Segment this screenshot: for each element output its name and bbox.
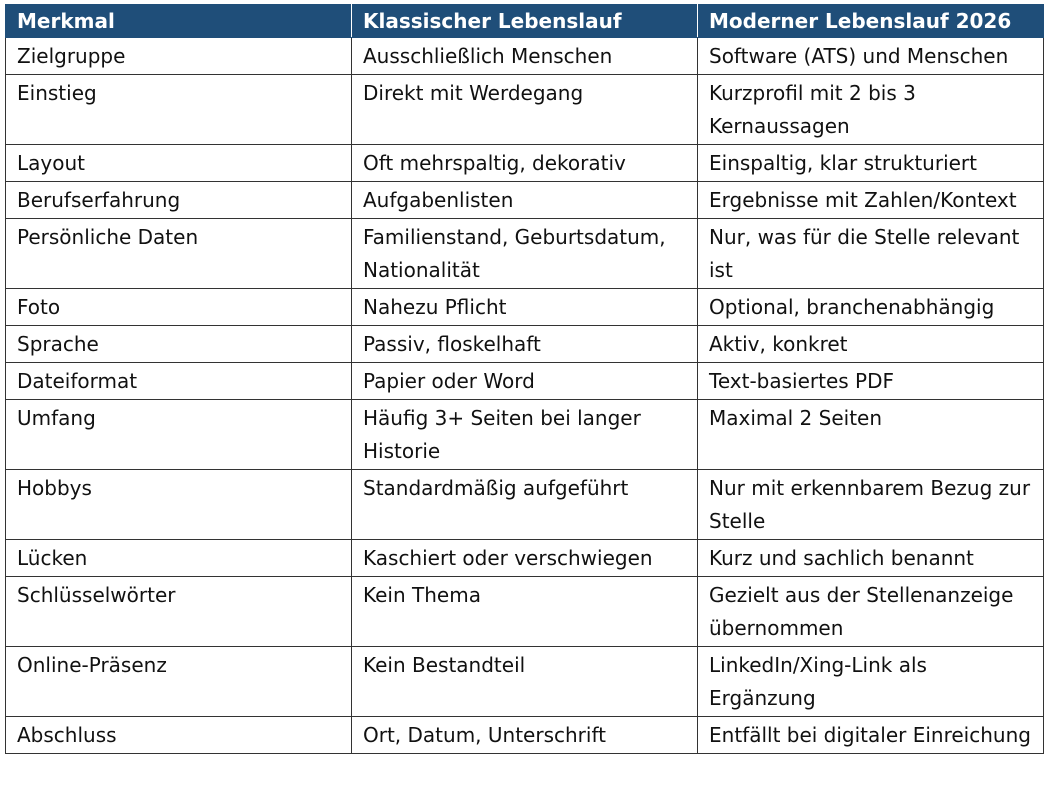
table-row bbox=[6, 75, 1044, 145]
table-row bbox=[6, 182, 1044, 219]
cell-merkmal: Zielgruppe bbox=[6, 38, 352, 75]
cell-merkmal: Sprache bbox=[6, 326, 352, 363]
table-row bbox=[6, 363, 1044, 400]
cell-klassisch: Kein Thema bbox=[352, 577, 698, 647]
table-row bbox=[6, 38, 1044, 75]
cell-klassisch: Ausschließlich Menschen bbox=[352, 38, 698, 75]
cell-klassisch: Häufig 3+ Seiten bei langer Historie bbox=[352, 400, 698, 470]
table-row bbox=[6, 717, 1044, 754]
cell-merkmal: Hobbys bbox=[6, 470, 352, 540]
cell-klassisch: Aufgabenlisten bbox=[352, 182, 698, 219]
cell-modern: Gezielt aus der Stellenanzeige übernommen bbox=[698, 577, 1044, 647]
cell-merkmal: Layout bbox=[6, 145, 352, 182]
cell-modern: LinkedIn/Xing-Link als Ergänzung bbox=[698, 647, 1044, 717]
table-header bbox=[6, 5, 1044, 38]
cell-merkmal: Berufserfahrung bbox=[6, 182, 352, 219]
cell-modern: Entfällt bei digitaler Einreichung bbox=[698, 717, 1044, 754]
cell-modern: Software (ATS) und Menschen bbox=[698, 38, 1044, 75]
cell-klassisch: Direkt mit Werdegang bbox=[352, 75, 698, 145]
cell-klassisch: Kein Bestandteil bbox=[352, 647, 698, 717]
cell-modern: Kurzprofil mit 2 bis 3 Kernaussagen bbox=[698, 75, 1044, 145]
table-row bbox=[6, 219, 1044, 289]
cell-klassisch: Papier oder Word bbox=[352, 363, 698, 400]
cell-modern: Nur mit erkennbarem Bezug zur Stelle bbox=[698, 470, 1044, 540]
cell-klassisch: Familienstand, Geburtsdatum, Nationalität bbox=[352, 219, 698, 289]
cell-merkmal: Lücken bbox=[6, 540, 352, 577]
cell-klassisch: Ort, Datum, Unterschrift bbox=[352, 717, 698, 754]
table-row bbox=[6, 145, 1044, 182]
cell-klassisch: Kaschiert oder verschwiegen bbox=[352, 540, 698, 577]
table-row bbox=[6, 540, 1044, 577]
cell-modern: Optional, branchenabhängig bbox=[698, 289, 1044, 326]
cell-modern: Nur, was für die Stelle relevant ist bbox=[698, 219, 1044, 289]
cell-merkmal: Abschluss bbox=[6, 717, 352, 754]
cell-merkmal: Dateiformat bbox=[6, 363, 352, 400]
cell-modern: Einspaltig, klar strukturiert bbox=[698, 145, 1044, 182]
table-row bbox=[6, 470, 1044, 540]
table-row bbox=[6, 577, 1044, 647]
header-klassisch: Klassischer Lebenslauf bbox=[352, 5, 698, 38]
cell-merkmal: Schlüsselwörter bbox=[6, 577, 352, 647]
cell-klassisch: Passiv, floskelhaft bbox=[352, 326, 698, 363]
cell-modern: Aktiv, konkret bbox=[698, 326, 1044, 363]
cell-modern: Kurz und sachlich benannt bbox=[698, 540, 1044, 577]
comparison-table-wrapper bbox=[5, 4, 1044, 754]
cell-merkmal: Persönliche Daten bbox=[6, 219, 352, 289]
cell-modern: Maximal 2 Seiten bbox=[698, 400, 1044, 470]
table-row bbox=[6, 400, 1044, 470]
table-row bbox=[6, 289, 1044, 326]
cell-merkmal: Online-Präsenz bbox=[6, 647, 352, 717]
header-merkmal: Merkmal bbox=[6, 5, 352, 38]
cell-klassisch: Nahezu Pflicht bbox=[352, 289, 698, 326]
cell-modern: Ergebnisse mit Zahlen/Kontext bbox=[698, 182, 1044, 219]
header-modern: Moderner Lebenslauf 2026 bbox=[698, 5, 1044, 38]
cell-merkmal: Umfang bbox=[6, 400, 352, 470]
comparison-table bbox=[5, 4, 1044, 754]
cell-modern: Text-basiertes PDF bbox=[698, 363, 1044, 400]
header-row bbox=[6, 5, 1044, 38]
table-row bbox=[6, 647, 1044, 717]
cell-merkmal: Foto bbox=[6, 289, 352, 326]
table-body bbox=[6, 38, 1044, 754]
cell-merkmal: Einstieg bbox=[6, 75, 352, 145]
cell-klassisch: Oft mehrspaltig, dekorativ bbox=[352, 145, 698, 182]
table-row bbox=[6, 326, 1044, 363]
cell-klassisch: Standardmäßig aufgeführt bbox=[352, 470, 698, 540]
